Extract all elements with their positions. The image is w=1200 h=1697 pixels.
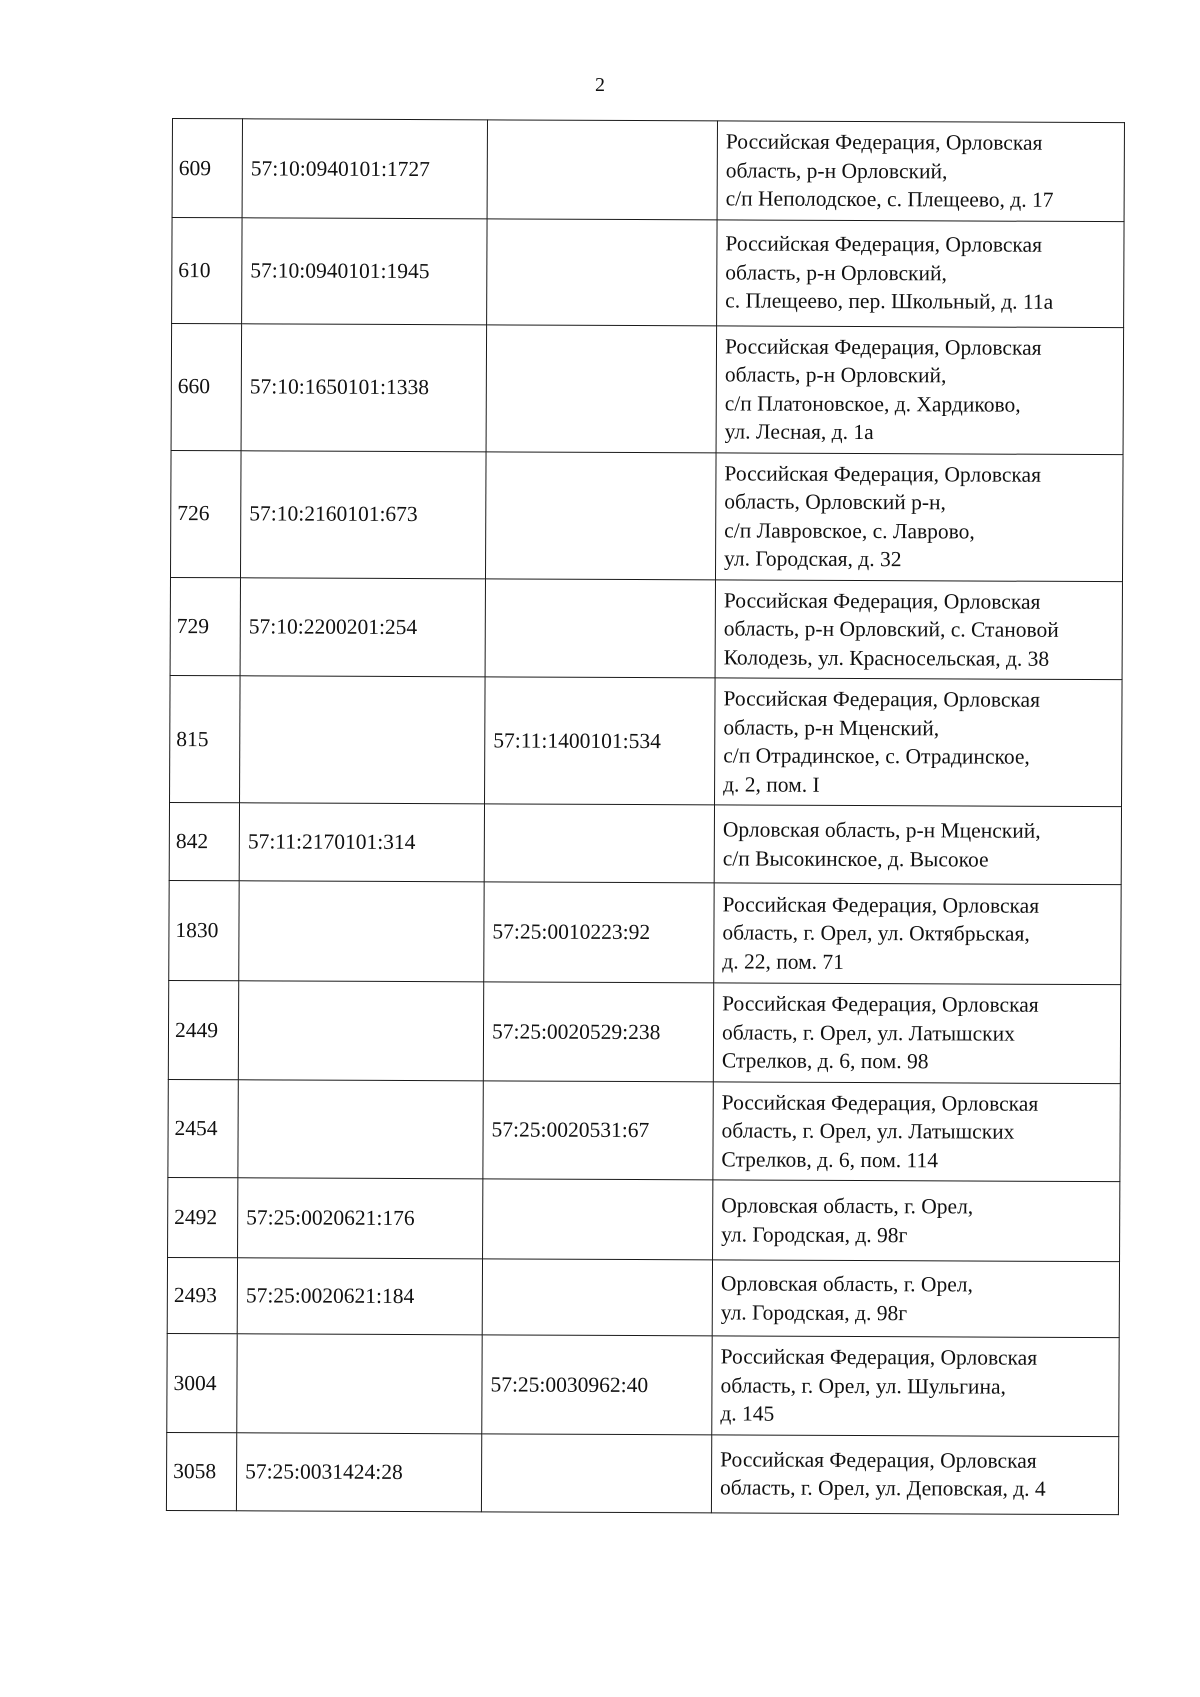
- premises-cadastral-number: [482, 1259, 712, 1336]
- address-line: с/п Платоновское, д. Хардиково,: [724, 390, 1021, 417]
- address-line: с/п Отрадинское, с. Отрадинское,: [723, 743, 1030, 769]
- row-number: 726: [170, 450, 241, 577]
- land-cadastral-number: 57:25:0020621:176: [238, 1178, 483, 1259]
- address-cell: [712, 1336, 1119, 1436]
- premises-cadastral-number: [486, 324, 717, 452]
- address-cell: [717, 121, 1124, 221]
- address-line: область, г. Орел, ул. Латышских: [721, 1118, 1015, 1144]
- premises-cadastral-number: [485, 451, 716, 579]
- address-cell: [713, 1180, 1120, 1262]
- land-cadastral-number: 57:25:0020621:184: [237, 1258, 482, 1335]
- address-cell: [714, 883, 1121, 985]
- address-line: область, р-н Мценский,: [723, 714, 940, 740]
- premises-cadastral-number: 57:25:0020529:238: [483, 982, 713, 1082]
- land-cadastral-number: 57:10:1650101:1338: [241, 323, 487, 451]
- table-row: [167, 1257, 1119, 1337]
- premises-cadastral-number: 57:25:0030962:40: [482, 1335, 712, 1435]
- row-number: 3058: [166, 1432, 236, 1510]
- address-line: д. 145: [720, 1401, 775, 1426]
- address-cell: [717, 219, 1124, 327]
- address-line: область, р-н Орловский,: [725, 157, 948, 183]
- premises-cadastral-number: [484, 804, 714, 883]
- address-line: Колодезь, ул. Красносельская, д. 38: [723, 644, 1050, 671]
- address-line: Стрелков, д. 6, пом. 114: [721, 1146, 939, 1172]
- address-line: Российская Федерация, Орловская: [724, 333, 1042, 360]
- table-row: [167, 1333, 1119, 1436]
- address-line: ул. Городская, д. 32: [724, 546, 902, 572]
- row-number: 2454: [168, 1079, 238, 1178]
- table-row: [172, 217, 1124, 327]
- address-line: Российская Федерация, Орловская: [721, 1089, 1039, 1116]
- land-cadastral-number: 57:11:2170101:314: [239, 803, 484, 882]
- address-line: область, р-н Орловский, с. Становой: [723, 616, 1059, 642]
- premises-cadastral-number: 57:25:0010223:92: [484, 882, 714, 983]
- row-number: 609: [172, 119, 242, 218]
- address-line: область, г. Орел, ул. Латышских: [721, 1019, 1015, 1046]
- address-line: Российская Федерация, Орловская: [722, 991, 1039, 1017]
- address-line: с/п Высокинское, д. Высокое: [722, 845, 989, 872]
- property-registry-table: [166, 118, 1125, 1515]
- address-line: Орловская область, г. Орел,: [720, 1271, 973, 1297]
- premises-cadastral-number: [481, 1433, 711, 1512]
- address-cell: [715, 452, 1123, 581]
- land-cadastral-number: [239, 881, 484, 982]
- address-line: Российская Федерация, Орловская: [720, 1344, 1038, 1370]
- land-cadastral-number: [238, 1079, 483, 1179]
- row-number: 1830: [169, 880, 239, 980]
- row-number: 2492: [168, 1177, 238, 1257]
- table-row: [172, 119, 1124, 222]
- row-number: 2449: [168, 980, 238, 1079]
- premises-cadastral-number: [485, 578, 715, 678]
- address-line: Стрелков, д. 6, пом. 98: [721, 1048, 929, 1074]
- row-number: 815: [170, 675, 241, 802]
- address-cell: [715, 579, 1122, 679]
- land-cadastral-number: 57:10:2200201:254: [240, 577, 485, 677]
- address-line: Российская Федерация, Орловская: [723, 686, 1041, 712]
- table-row: [166, 1432, 1118, 1514]
- address-line: Российская Федерация, Орловская: [723, 587, 1041, 614]
- table-row: [169, 880, 1121, 984]
- land-cadastral-number: 57:10:2160101:673: [240, 450, 486, 578]
- land-cadastral-number: 57:10:0940101:1945: [242, 217, 487, 324]
- address-line: д. 2, пом. I: [723, 771, 820, 797]
- address-line: д. 22, пом. 71: [722, 949, 845, 974]
- address-line: Орловская область, р-н Мценский,: [722, 817, 1041, 843]
- address-line: область, г. Орел, ул. Шульгина,: [720, 1372, 1006, 1399]
- address-line: с. Плещеево, пер. Школьный, д. 11а: [725, 288, 1054, 315]
- address-cell: [714, 805, 1121, 885]
- address-line: область, г. Орел, ул. Октябрьская,: [722, 920, 1030, 947]
- premises-cadastral-number: 57:25:0020531:67: [483, 1080, 713, 1180]
- table-row: [171, 323, 1124, 454]
- premises-cadastral-number: [487, 120, 717, 220]
- table-row: [168, 1079, 1120, 1182]
- row-number: 610: [172, 217, 242, 323]
- address-line: с/п Лавровское, с. Лаврово,: [724, 517, 975, 544]
- land-cadastral-number: 57:10:0940101:1727: [242, 119, 487, 219]
- premises-cadastral-number: 57:11:1400101:534: [485, 677, 716, 805]
- address-line: Российская Федерация, Орловская: [720, 1446, 1037, 1473]
- address-line: ул. Городская, д. 98г: [721, 1221, 908, 1247]
- table-row: [168, 980, 1120, 1083]
- page-number: 2: [595, 74, 605, 96]
- land-cadastral-number: [240, 676, 486, 804]
- table-row: [170, 577, 1122, 680]
- land-cadastral-number: [237, 1334, 482, 1434]
- address-line: область, р-н Орловский,: [724, 362, 947, 388]
- table-row: [168, 1177, 1120, 1261]
- land-cadastral-number: 57:25:0031424:28: [236, 1432, 481, 1511]
- table-row: [170, 675, 1123, 806]
- address-cell: [713, 983, 1120, 1083]
- land-cadastral-number: [238, 981, 483, 1081]
- row-number: 2493: [167, 1257, 237, 1333]
- address-line: Российская Федерация, Орловская: [725, 231, 1043, 258]
- table-row: [170, 450, 1123, 581]
- address-line: Российская Федерация, Орловская: [725, 129, 1043, 155]
- address-line: ул. Городская, д. 98г: [720, 1299, 908, 1325]
- premises-cadastral-number: [483, 1179, 713, 1260]
- premises-cadastral-number: [487, 218, 717, 325]
- row-number: 660: [171, 323, 242, 450]
- address-cell: [712, 1260, 1119, 1338]
- address-cell: [716, 325, 1124, 454]
- row-number: 729: [170, 577, 240, 676]
- address-line: Российская Федерация, Орловская: [722, 892, 1040, 918]
- address-line: область, р-н Орловский,: [725, 260, 947, 286]
- row-number: 3004: [167, 1333, 237, 1432]
- address-cell: [711, 1434, 1118, 1514]
- address-line: Орловская область, г. Орел,: [721, 1193, 974, 1219]
- address-line: ул. Лесная, д. 1а: [724, 419, 874, 445]
- address-cell: [715, 678, 1123, 807]
- address-cell: [713, 1081, 1120, 1181]
- address-line: область, г. Орел, ул. Деповская, д. 4: [719, 1475, 1046, 1501]
- table-row: [169, 802, 1121, 884]
- address-line: область, Орловский р-н,: [724, 489, 946, 515]
- row-number: 842: [169, 802, 239, 880]
- address-line: с/п Неполодское, с. Плещеево, д. 17: [725, 186, 1054, 212]
- address-line: Российская Федерация, Орловская: [724, 460, 1042, 487]
